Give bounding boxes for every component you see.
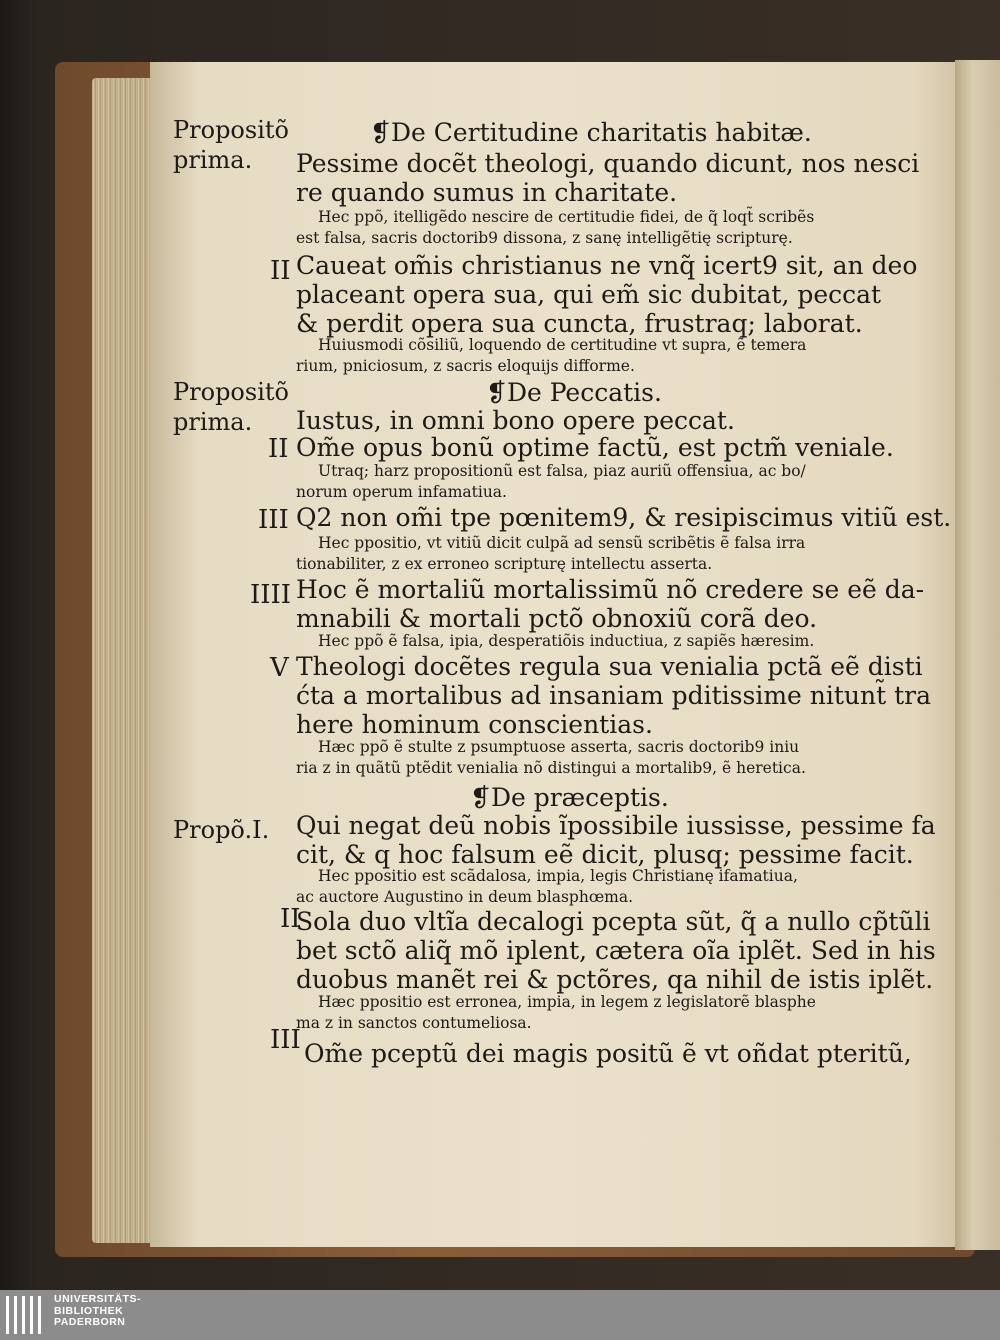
text-line: Om̃e opus bonũ optime factũ, est pctm̃ veniale.	[296, 433, 894, 462]
margin-note: Propositõ	[173, 378, 289, 406]
section-heading: ❡De Peccatis.	[486, 378, 662, 407]
section-heading: ❡De præceptis.	[470, 783, 669, 812]
library-name	[54, 1294, 141, 1329]
commentary-line: Huiusmodi cõsiliũ, loquendo de certitudine vt supra, ẽ temera	[318, 336, 807, 354]
proposition-number: II	[270, 256, 291, 286]
library-footer	[0, 1290, 1000, 1340]
commentary-line: Hec ppõ, itelligẽdo nescire de certitudie fidei, de q̃ loqt̃ scribẽs	[318, 208, 815, 226]
proposition-number: IIII	[250, 580, 292, 610]
margin-note: Propõ.I.	[173, 816, 270, 844]
library-name-line: PADERBORN	[54, 1316, 126, 1328]
commentary-line: est falsa, sacris doctorib9 dissona, z sanę intelligẽtię scripturę.	[296, 229, 793, 247]
text-line: Theologi docẽtes regula sua venialia pctã eẽ disti	[296, 652, 923, 681]
commentary-line: ma z in sanctos contumeliosa.	[296, 1014, 532, 1032]
commentary-line: Hæc ppositio est erronea, impia, in legem z legislatorẽ blasphe	[318, 993, 816, 1011]
library-name-line: UNIVERSITÄTS-	[54, 1293, 142, 1305]
proposition-number: II	[280, 904, 301, 934]
text-line: Q2 non om̃i tpe pœnitem9, & resipiscimus vitiũ est.	[296, 503, 952, 532]
commentary-line: Hec ppositio est scãdalosa, impia, legis Christianę ifamatiua,	[318, 867, 798, 885]
university-library-barcode-icon	[6, 1296, 46, 1334]
library-name-line: BIBLIOTHEK	[54, 1304, 124, 1317]
text-line: Hoc ẽ mortaliũ mortalissimũ nõ credere se eẽ da-	[296, 575, 925, 604]
commentary-line: norum operum infamatiua.	[296, 483, 507, 501]
text-line: placeant opera sua, qui em̃ sic dubitat, peccat	[296, 280, 882, 309]
text-line: cit, & q hoc falsum eẽ dicit, plusq; pessime facit.	[296, 840, 914, 869]
text-line: Pessime docẽt theologi, quando dicunt, nos nesci	[296, 149, 920, 178]
commentary-line: Hec ppositio, vt vitiũ dicit culpã ad sensũ scribẽtis ẽ falsa irra	[318, 534, 806, 552]
facing-page-edge	[955, 60, 1000, 1250]
commentary-line: Hæc ppõ ẽ stulte z psumptuose asserta, sacris doctorib9 iniu	[318, 738, 800, 756]
text-line: here hominum conscientias.	[296, 710, 653, 739]
text-line: Om̃e pceptũ dei magis positũ ẽ vt oñdat pteritũ,	[304, 1039, 912, 1068]
margin-note: prima.	[173, 146, 253, 174]
commentary-line: ac auctore Augustino in deum blasphœma.	[296, 888, 634, 906]
text-line: ćta a mortalibus ad insaniam pditissime nitunt̃ tra	[296, 681, 932, 710]
text-line: Iustus, in omni bono opere peccat.	[296, 406, 735, 435]
proposition-number: III	[270, 1025, 301, 1055]
text-line: re quando sumus in charitate.	[296, 178, 678, 207]
margin-note: prima.	[173, 408, 253, 436]
margin-note: Propositõ	[173, 116, 289, 144]
text-line: Caueat om̃is christianus ne vnq̃ icert9 sit, an deo	[296, 251, 918, 280]
section-heading: ❡De Certitudine charitatis habitæ.	[370, 118, 812, 147]
proposition-number: III	[258, 505, 289, 535]
text-line: & perdit opera sua cuncta, frustraq; laborat.	[296, 309, 863, 338]
commentary-line: Hec ppõ ẽ falsa, ipia, desperatiõis inductiua, z sapiẽs hæresim.	[318, 632, 815, 650]
proposition-number: V	[270, 653, 289, 683]
proposition-number: II	[268, 434, 289, 464]
commentary-line: tionabiliter, z ex erroneo scripturę intellectu asserta.	[296, 555, 713, 573]
commentary-line: ria z in quãtũ ptẽdit venialia nõ distingui a mortalib9, ẽ heretica.	[296, 759, 806, 777]
text-line: bet sctõ aliq̃ mõ iplent, cætera oĩa iplẽt. Sed in his	[296, 936, 936, 965]
commentary-line: Utraq; harz propositionũ est falsa, piaz auriũ offensiua, ac bo/	[318, 462, 806, 480]
text-line: Sola duo vltĩa decalogi pcepta sũt, q̃ a nullo cp̃tũli	[296, 907, 931, 936]
text-line: Qui negat deũ nobis ĩpossibile iussisse, pessime fa	[296, 811, 936, 840]
text-line: mnabili & mortali pctõ obnoxiũ corã deo.	[296, 604, 818, 633]
text-line: duobus manẽt rei & pctõres, qa nihil de istis iplẽt.	[296, 965, 934, 994]
commentary-line: rium, pniciosum, z sacris eloquijs difforme.	[296, 357, 635, 375]
